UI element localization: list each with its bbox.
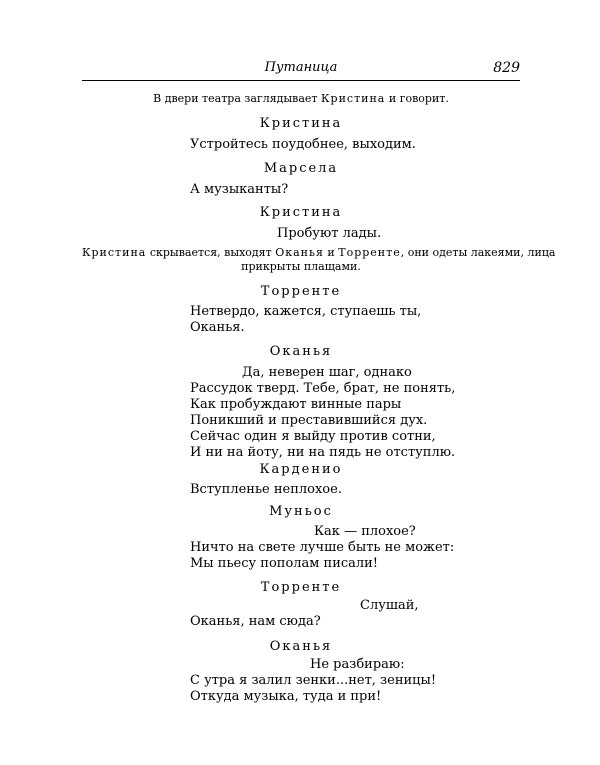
dialogue-line: Оканья, нам сюда? [190,614,321,629]
stage-direction-text: В двери театра заглядывает [153,92,322,105]
speaker-name: Оканья [269,639,333,654]
speaker-name: Кристина [259,205,343,220]
dialogue-line: Сейчас один я выйду против сотни, [190,429,436,444]
speaker-name: Марсела [263,161,339,176]
stage-direction [82,91,520,106]
running-header [82,58,520,80]
stage-direction [82,245,556,260]
character-name: Торренте [338,246,401,259]
dialogue-line: Откуда музыка, туда и при! [190,689,382,704]
character-name: Оканья [275,246,324,259]
speaker-name: Карденио [259,462,343,477]
speaker-name: Торренте [260,284,342,299]
speaker-name: Оканья [269,344,333,359]
dialogue-line: Мы пьесу пополам писали! [190,556,379,571]
stage-direction-text: прикрыты плащами. [241,260,361,273]
stage-direction-text: и говорит. [385,92,449,105]
dialogue-line: А музыканты? [190,182,289,197]
dialogue-line: Пробуют лады. [277,226,382,241]
dialogue-line: Как — плохое? [314,524,416,539]
dialogue-line: Оканья. [190,320,245,335]
dialogue-line: И ни на йоту, ни на пядь не отступлю. [190,445,456,460]
dialogue-line: Устройтесь поудобнее, выходим. [190,137,416,152]
stage-direction-text: , они одеты лакеями, лица [400,246,556,259]
page-number: 829 [493,60,520,76]
dialogue-line: Слушай, [360,598,419,613]
dialogue-line: Да, неверен шаг, однако [242,365,412,380]
dialogue-line: Вступленье неплохое. [190,482,342,497]
dialogue-line: Рассудок тверд. Тебе, брат, не понять, [190,381,456,396]
speaker-name: Кристина [259,116,343,131]
dialogue-line: Ничто на свете лучше быть не может: [190,540,455,555]
speaker-name: Торренте [260,580,342,595]
header-rule [82,80,520,81]
dialogue-line: Поникший и преставившийся дух. [190,413,428,428]
dialogue-line: Не разбираю: [310,657,405,672]
character-name: Кристина [321,92,386,105]
dialogue-line: С утра я залил зенки...нет, зеницы! [190,673,437,688]
stage-direction-text: скрывается, выходят [146,246,276,259]
character-name: Кристина [82,246,147,259]
running-title: Путаница [264,60,338,75]
dialogue-line: Как пробуждают винные пары [190,397,402,412]
speaker-name: Муньос [269,504,333,519]
stage-direction-text: и [323,246,339,259]
dialogue-line: Нетвердо, кажется, ступаешь ты, [190,304,422,319]
